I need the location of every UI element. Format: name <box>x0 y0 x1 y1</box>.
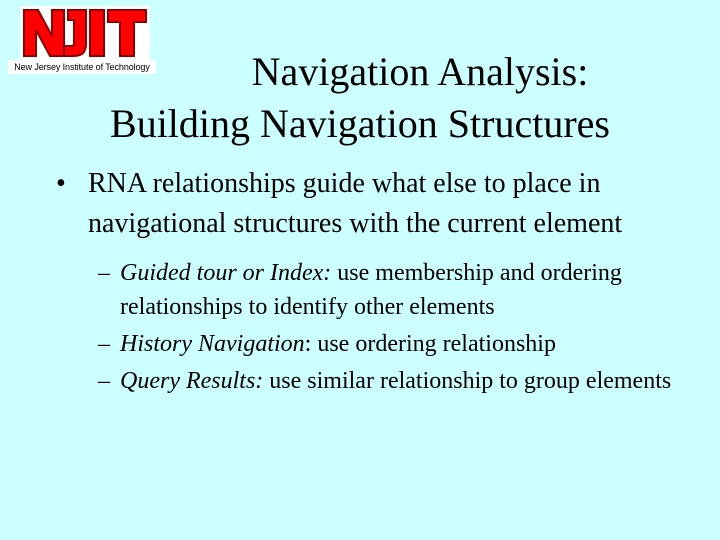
sub-bullet-lead: Query Results: <box>120 368 264 394</box>
sub-bullet-marker: – <box>98 260 110 286</box>
sub-bullet-text: : use ordering relationship <box>304 331 556 357</box>
sub-bullet-marker: – <box>98 368 110 394</box>
slide-title-line-2: Building Navigation Structures <box>110 101 610 146</box>
slide-title <box>60 46 660 150</box>
sub-bullet-text: use similar relationship to group elements <box>263 368 672 394</box>
slide-title-line-1: Navigation Analysis: <box>251 49 589 94</box>
sub-bullet-list <box>56 256 696 398</box>
bullet-marker: • <box>56 168 66 199</box>
sub-bullet-marker: – <box>98 331 110 357</box>
bullet-item <box>56 164 696 244</box>
bullet-text: RNA relationships guide what else to place in navigational structures with the current element <box>88 168 623 239</box>
sub-bullet-guided-tour <box>98 256 696 324</box>
sub-bullet-history-navigation <box>98 327 696 361</box>
sub-bullet-text: use membership and ordering relationships to identify other elements <box>120 260 622 320</box>
logo-caption: New Jersey Institute of Technology <box>8 60 156 74</box>
sub-bullet-lead: History Navigation <box>120 331 305 357</box>
sub-bullet-lead: Guided tour or Index: <box>120 260 332 286</box>
sub-bullet-query-results <box>98 364 696 398</box>
slide-content <box>56 164 696 401</box>
